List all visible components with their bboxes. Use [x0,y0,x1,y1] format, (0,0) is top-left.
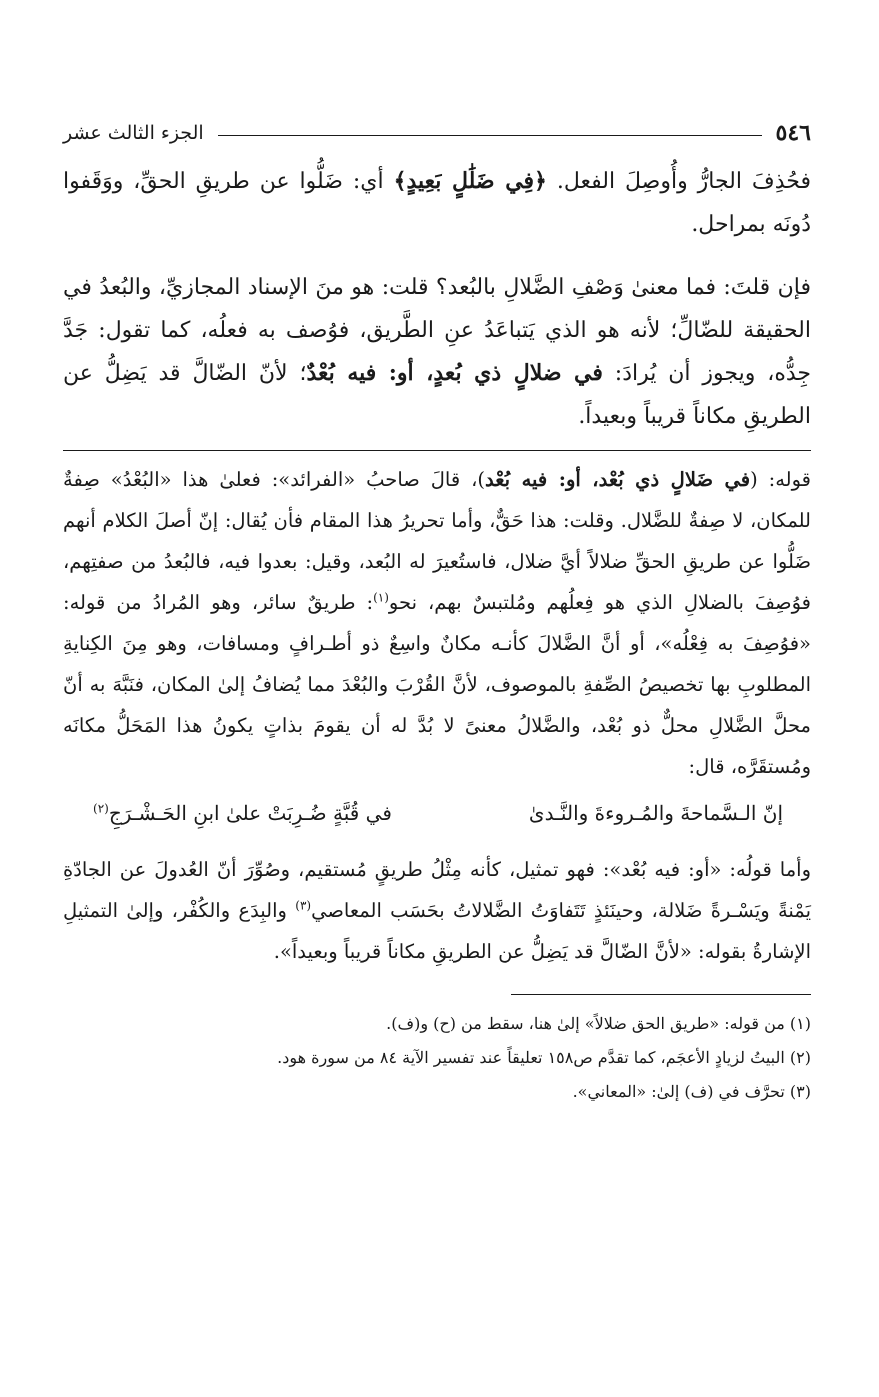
commentary-paragraph-2 [63,849,811,972]
main-paragraph-1 [63,160,811,246]
comm-c1-text-c: : طريقٌ سائر، وهو المُرادُ من قوله: «فوُصِفَ به فِعْلُه»، أو أنَّ الضَّلالَ كأنـه مكانٌ واسِعٌ ذو أطـرافٍ ومسافات، وهو مِنَ الكِنايةِ المطلوبِ بها تخصيصُ الصِّفةِ بالموصوف، لأنَّ القُرْبَ والبُعْدَ مما يُضافُ إلىٰ المكان، فنَبَّهَ به أنّ محلَّ الضَّلالِ محلٌّ ذو بُعْد، والضَّلالُ معنىً لا بُدَّ له أن يقومَ بذاتٍ يكونُ هذا المَحَلُّ مكانَه ومُستقَرَّه، قال: [63,591,811,778]
footnote-ref-3: (٣) [295,898,312,913]
main-p2-text-a: فإن قلتَ: فما معنىٰ وَصْفِ الضَّلالِ بالبُعد؟ قلت: هو منَ الإسناد المجازيِّ، والبُعدُ في الحقيقة للضّالِّ؛ لأنه هو الذي يَتباعَدُ عنِ الطَّريق، فوُصف به فعلُه، كما تقول: جَدَّ جِدُّه، ويجوز أن يُرادَ: [63,275,811,386]
main-p2-text-c: ؛ لأنّ الضّالَّ قد يَضِلُّ عن الطريقِ مكاناً قريباً وبعيداً. [63,361,811,429]
comm-c2-text-a: وأما قولُه: «أو: فيه بُعْد»: فهو تمثيل، كأنه مِثْلُ طريقٍ مُستقيم، وصُوِّرَ أنّ العُدولَ عن الجادّةِ يَمْنةً ويَسْـرةً ضَلالة، وحينَئذٍ تَتَفاوَتُ الضَّلالاتُ بحَسَب المعاصي [63,858,811,922]
quran-quote: ﴿فِي ضَلَٰلٍ بَعِيدٍ﴾ [393,168,547,194]
footnote-rule [511,994,811,995]
main-p2-bold: في ضلالٍ ذي بُعدٍ، أو: فيه بُعْدٌ [306,360,603,386]
book-page [63,110,811,1109]
poetry-verse [63,791,811,835]
main-p1-text-a: فحُذِفَ الجارُّ وأُوصِلَ الفعل. [546,169,811,194]
footnote-ref-2: (٢) [93,801,109,816]
comm-c1-text-a: قوله: ( [750,468,812,491]
comm-c1-text-b: )، قالَ صاحبُ «الفرائد»: فعلىٰ هذا «البُعْدُ» صِفةٌ للمكان، لا صِفةٌ للضَّلال. وقلت: هذا حَقٌّ، وأما تحريرُ هذا المقام فأن يُقال: إنّ أصلَ الكلام أنهم ضَلُّوا عن طريقِ الحقِّ ضلالاً أيَّ ضلال، فاستُعيرَ له البُعد، وقيل: بعدوا فيه، فالبُعدُ من صفتِهم، فوُصِفَ بالضلالِ الذي هو فِعلُهم ومُلتبسٌ بهم، نحو [63,468,811,614]
verse-first-hemistich: إنّ الـسَّماحةَ والمُـروءةَ والنَّـدىٰ [528,801,783,825]
header-rule [218,135,762,136]
main-p1-text-b: أي: ضَلُّوا عن طريقِ الحقِّ، ووَقَفوا دُونَه بمراحل. [63,169,811,237]
commentary [63,459,811,972]
footnote-2: (٢) البيتُ لزيادٍ الأعجَم، كما تقدَّم ص١٥٨ تعليقاً عند تفسير الآية ٨٤ من سورة هود. [277,1048,811,1067]
main-text [63,160,811,438]
page-number: ٥٤٦ [775,120,811,146]
comm-c2-text-b: والبِدَع والكُفْر، وإلىٰ التمثيلِ الإشارةُ بقوله: «لأنَّ الضّالَّ قد يَضِلُّ عن الطريقِ مكاناً قريباً وبعيداً». [63,899,811,963]
verse-second-hemistich-wrap [93,791,392,835]
main-paragraph-2 [63,266,811,438]
footnote-3: (٣) تحرَّف في (ف) إلىٰ: «المعاني». [572,1082,811,1101]
footnote-ref-1: (١) [373,590,389,605]
page-header [63,110,811,156]
comm-c1-bold: في ضَلالٍ ذي بُعْد، أو: فيه بُعْد [485,468,751,491]
footnotes [63,1007,811,1109]
commentary-paragraph-1 [63,459,811,787]
footnote-1: (١) من قوله: «طريق الحق ضلالاً» إلىٰ هنا، سقط من (ح) و(ف). [386,1014,811,1033]
verse-second-hemistich: في قُبَّةٍ ضُـرِبَتْ علىٰ ابنِ الحَـشْـرَجِ [108,801,392,825]
volume-title: الجزء الثالث عشر [63,122,204,144]
commentary-divider [63,450,811,451]
